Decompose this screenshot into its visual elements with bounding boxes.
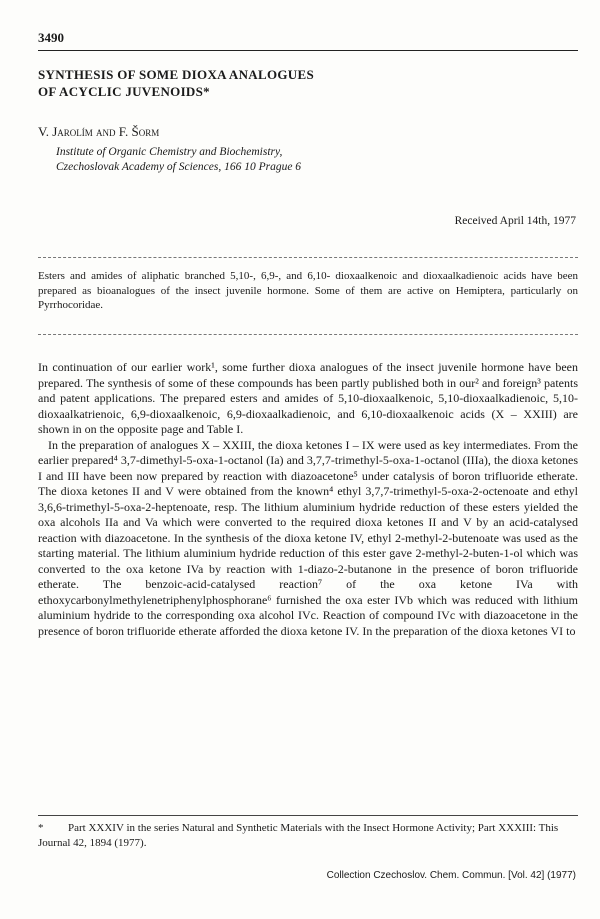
- abstract: Esters and amides of aliphatic branched 5,10-, 6,9-, and 6,10- dioxaalkenoic and dioxaalkadienoic acids have been prepared as bioanalogues of the insect juvenile hormone. Some of them are active on Hemiptera, particularly on Pyrrhocoridae.: [38, 270, 578, 311]
- header-rule: [38, 50, 578, 51]
- footnote-text: Part XXXIV in the series Natural and Synthetic Materials with the Insect Hormone Activity; Part XXXIII: This Journal 42, 1894 (1977).: [38, 822, 559, 849]
- body-paragraph-2: In the preparation of analogues X – XXIII, the dioxa ketones I – IX were used as key intermediates. From the earlier prepared⁴ 3,7-dimethyl-5-oxa-1-octanol (Ia) and 3,7,7-trimethyl-5-oxa-1-octanol (IIIa), the dioxa ketones I and III have been now prepared by reaction with diazoacetone⁵ under catalysis of boron trifluoride etherate. The dioxa ketones II and V were obtained from the known⁴ ethyl 3,7,7-trimethyl-5-oxa-2-octenoate and ethyl 3,6,6-trimethyl-5-oxa-2-heptenoate, resp. The lithium aluminium hydride reduction of these esters yielded the oxa alcohols IIa and Va which were converted to the required dioxa ketones II and V by an acid-catalysed reaction with diazoacetone. In the synthesis of the dioxa ketone IV, ethyl 2-methyl-2-butenoate was used as the starting material. The lithium aluminium hydride reduction of this ester gave 2-methyl-2-buten-1-ol which was converted to the oxa ketone IVa by reaction with 1-diazo-2-butanone in the presence of boron trifluoride etherate. The benzoic-acid-catalysed reaction⁷ of the oxa ketone IVa with ethoxycarbonylmethylenetriphenylphosphorane⁶ furnished the oxa ester IVb which was reduced with lithium aluminium hydride to the corresponding oxa alcohol IVc. Reaction of compound IVc with diazoacetone in the presence of boron trifluoride etherate afforded the dioxa ketone IV. In the preparation of the dioxa ketones VI to: [38, 437, 578, 638]
- body-text: [38, 360, 578, 639]
- footnote-rule: [38, 815, 578, 816]
- footnote-marker: *: [38, 822, 44, 834]
- authors: V. Jarolím and F. Šorm: [38, 124, 160, 139]
- body-paragraph-1: In continuation of our earlier work¹, some further dioxa analogues of the insect juvenile hormone have been prepared. The synthesis of some of these compounds has been partly published both in our² and foreign³ patents and patent applications. The prepared esters and amides of 5,10-dioxaalkenoic, 5,10-dioxaalkadienoic, 5,10-dioxaalkatrienoic, 6,9-dioxaalkenoic, 6,9-dioxaalkadienoic, and 6,10-dioxaalkenoic acids (X – XXIII) are shown in on the opposite page and Table I.: [38, 360, 578, 436]
- footnote: [38, 821, 578, 851]
- received-date: Received April 14th, 1977: [454, 215, 576, 227]
- affiliation-line-1: Institute of Organic Chemistry and Biochemistry,: [56, 146, 283, 158]
- affiliation: [56, 145, 301, 175]
- article-title: [38, 66, 458, 100]
- abstract-top-rule: [38, 257, 578, 258]
- journal-citation: Collection Czechoslov. Chem. Commun. [Vol. 42] (1977): [326, 870, 576, 881]
- affiliation-line-2: Czechoslovak Academy of Sciences, 166 10 Prague 6: [56, 161, 302, 173]
- title-line-1: SYNTHESIS OF SOME DIOXA ANALOGUES: [38, 67, 314, 82]
- title-line-2: OF ACYCLIC JUVENOIDS*: [38, 84, 210, 99]
- page-number: 3490: [38, 30, 64, 45]
- abstract-bottom-rule: [38, 334, 578, 335]
